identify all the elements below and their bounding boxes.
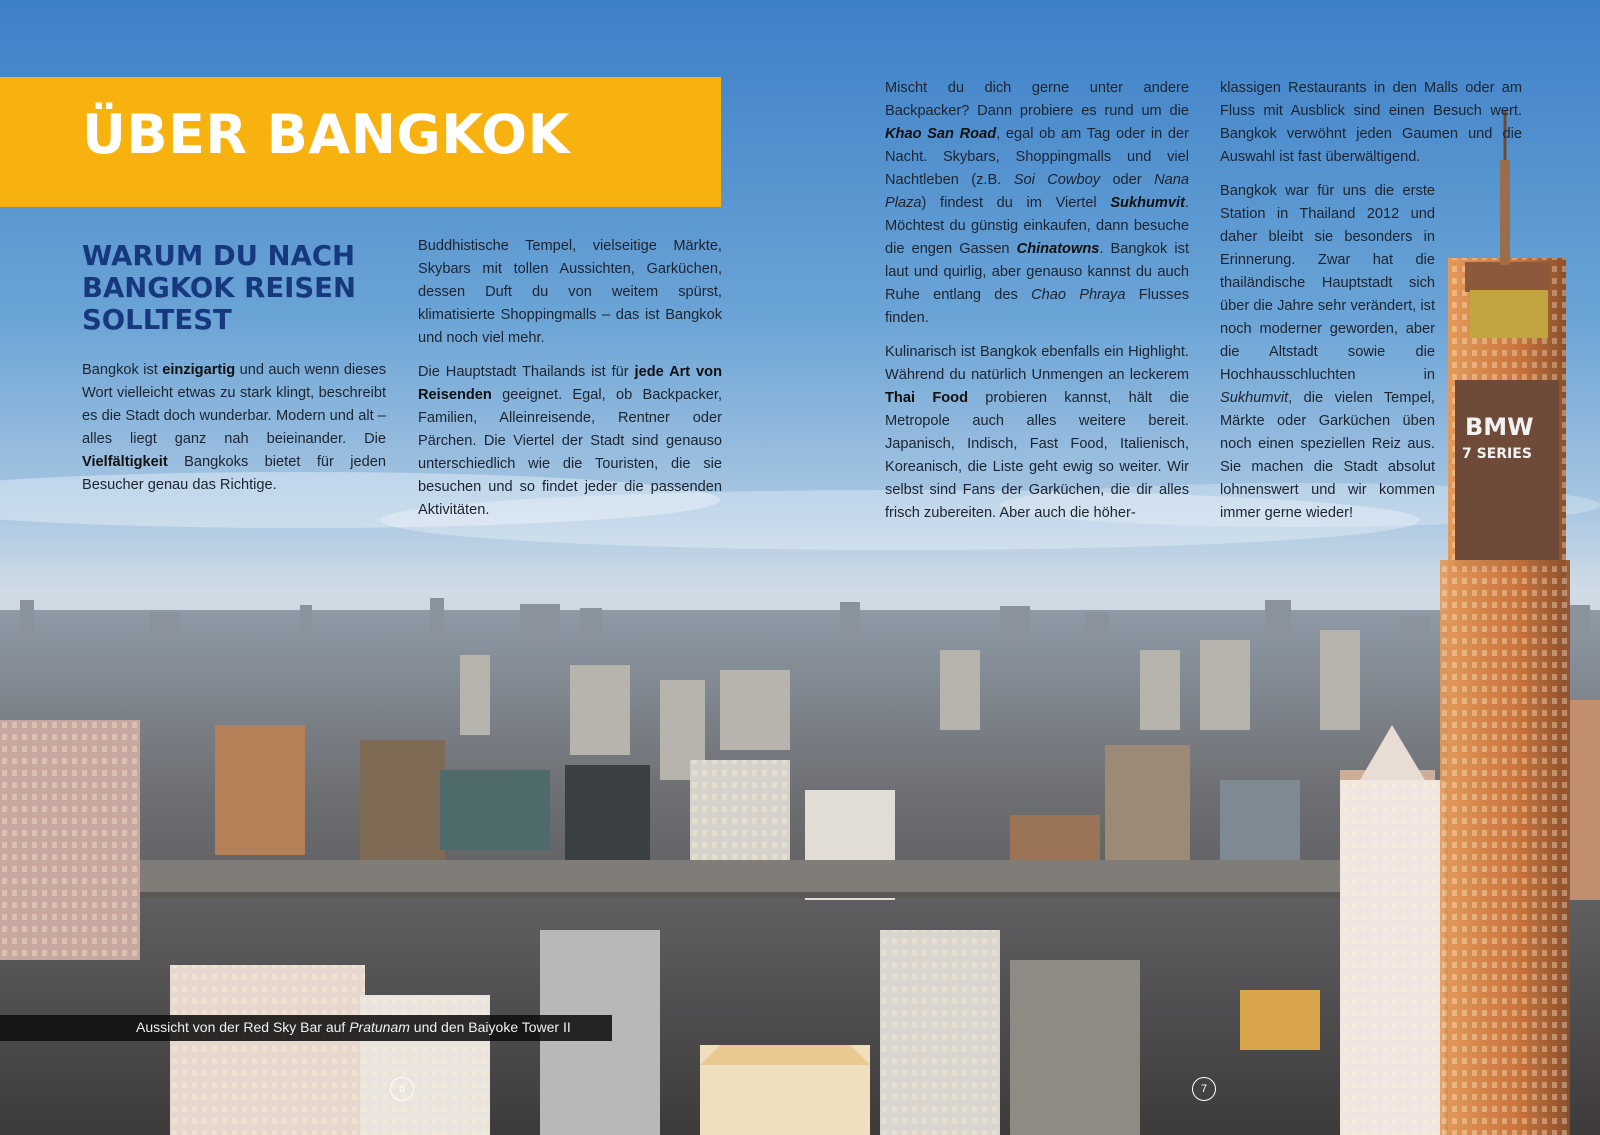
page-number-left: 6 [390, 1077, 414, 1101]
paragraph: Kulinarisch ist Bangkok ebenfalls ein Highlight. Während du natürlich Unmengen an leckerem Thai Food probieren kannst, hält die Metropole auch alles weitere bereit. Japanisch, Indisch, Fast Food, Italienisch, Koreanisch, die Liste geht ewig so weiter. Wir selbst sind Fans der Garküchen, die dir alles frisch zubereiten. Aber auch die höher- [885, 344, 1189, 521]
paragraph: Die Hauptstadt Thailands ist für jede Art von Reisenden geeignet. Egal, ob Backpacker, Familien, Alleinreisende, Rentner oder Pärchen. Die Viertel der Stadt sind genauso unterschiedlich wie die Touristen, die sie besuchen und so findet jeder die passenden Aktivitäten. [418, 364, 722, 518]
page-title: ÜBER BANGKOK [82, 103, 570, 166]
section-heading: WARUM DU NACH BANGKOK REISEN SOLLTEST [82, 240, 356, 336]
paragraph: Buddhistische Tempel, vielseitige Märkte, Skybars mit tollen Aussichten, Garküchen, dessen Duft du von weitem spürst, klimatisierte Shoppingmalls – das ist Bangkok und noch viel mehr. [418, 238, 722, 346]
page-number-right: 7 [1192, 1077, 1216, 1101]
text-column-4 [1220, 77, 1522, 536]
paragraph: Mischt du dich gerne unter andere Backpacker? Dann probiere es rund um die Khao San Road, egal ob am Tag oder in der Nacht. Skybars, Shoppingmalls und viel Nachtleben (z.B. Soi Cowboy oder Nana Plaza) findest du im Viertel Sukhumvit. Möchtest du günstig einkaufen, dann besuche die engen Gassen Chinatowns. Bangkok ist laut und quirlig, aber genauso kannst du auch Ruhe entlang des Chao Phraya Flusses finden. [885, 80, 1189, 326]
photo-caption: Aussicht von der Red Sky Bar auf Pratunam und den Baiyoke Tower II [136, 1019, 571, 1035]
tower-sign-series: 7 SERIES [1462, 446, 1532, 462]
text-column-2 [418, 235, 722, 533]
text-column-3 [885, 77, 1189, 536]
paragraph: klassigen Restaurants in den Malls oder am Fluss mit Ausblick sind einen Besuch wert. Bangkok verwöhnt jeden Gaumen und die Auswahl ist fast überwältigend. [1220, 80, 1522, 165]
paragraph: Bangkok war für uns die erste Station in Thailand 2012 und daher bleibt sie besonders in Erinnerung. Zwar hat die thailändische Hauptstadt sich über die Jahre sehr verändert, ist noch moderner geworden, aber die Altstadt sowie die Hochhausschluchten in Sukhumvit, die vielen Tempel, Märkte oder Garküchen üben noch einen speziellen Reiz aus. Sie machen die Stadt absolut lohnenswert und wir kommen immer gerne wieder! [1220, 183, 1435, 521]
tower-sign-bmw: BMW [1465, 413, 1534, 441]
paragraph: Bangkok ist einzigartig und auch wenn dieses Wort vielleicht etwas zu stark klingt, beschreibt es die Stadt doch wunderbar. Modern und alt – alles liegt ganz nah beieinander. Die Vielfältigkeit Bangkoks bietet für jeden Besucher genau das Richtige. [82, 362, 387, 493]
text-column-1 [82, 359, 386, 508]
